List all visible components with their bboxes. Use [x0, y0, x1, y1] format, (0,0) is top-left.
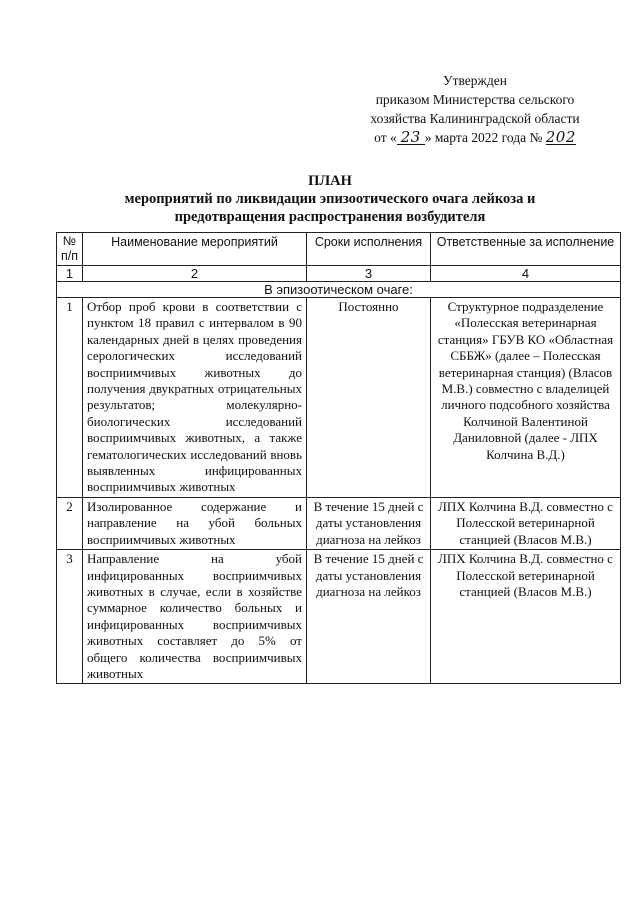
handwritten-day: 23 [397, 130, 425, 145]
measure-term: В течение 15 дней с даты установления диагноза на лейкоз [307, 550, 431, 684]
row-number: 1 [57, 298, 83, 498]
column-index: 3 [307, 266, 431, 282]
row-number: 3 [57, 550, 83, 684]
measure-name: Отбор проб крови в соответствии с пунктом 18 правил с интервалом в 90 календарных дней в целях проведения серологических исследований восприимчивых животных до получения двукратных отрицательных результатов; молекулярно-биологических исследований восприимчивых животных, а также гематологических исследований вновь выявленных инфицированных восприимчивых животных [83, 298, 307, 498]
header-name: Наименование мероприятий [83, 233, 307, 266]
table-row [57, 298, 621, 498]
date-middle: » марта 2022 года № [424, 130, 543, 145]
table-header-row [57, 233, 621, 266]
column-index-row [57, 266, 621, 282]
table-row [57, 497, 621, 549]
header-term: Сроки исполнения [307, 233, 431, 266]
title-sub-2: предотвращения распространения возбудителя [174, 209, 486, 225]
row-number: 2 [57, 497, 83, 549]
section-row [57, 282, 621, 298]
table-row [57, 550, 621, 684]
measure-term: Постоянно [307, 298, 431, 498]
approval-order-line: приказом Министерства сельского [375, 92, 575, 107]
column-index: 1 [57, 266, 83, 282]
title-main: ПЛАН [308, 173, 352, 189]
measure-responsible: Структурное подразделение «Полесская ветеринарная станция» ГБУВ КО «Областная СББЖ» (далее – Полесская ветеринарная станция) (Власов М.В.) совместно с владелицей личного подсобного хозяйства Колчиной Валентиной Даниловной (далее - ЛПХ Колчина В.Д.) [431, 298, 621, 498]
approval-label: Утвержден [443, 73, 507, 88]
measure-term: В течение 15 дней с даты установления диагноза на лейкоз [307, 497, 431, 549]
column-index: 2 [83, 266, 307, 282]
header-resp: Ответственные за исполнение [431, 233, 621, 266]
approval-block [330, 71, 620, 147]
date-prefix: от « [374, 130, 397, 145]
plan-table [56, 232, 621, 684]
measure-name: Направление на убой инфицированных восприимчивых животных в случае, если в хозяйстве суммарное количество больных и инфицированных восприимчивых животных составляет до 5% от общего количества восприимчивых животных [83, 550, 307, 684]
section-heading: В эпизоотическом очаге: [57, 282, 621, 298]
handwritten-order-number: 202 [545, 128, 576, 146]
document-title [60, 172, 600, 226]
title-sub-1: мероприятий по ликвидации эпизоотического очага лейкоза и [124, 191, 536, 207]
approval-ministry-line: хозяйства Калининградской области [370, 111, 580, 126]
column-index: 4 [431, 266, 621, 282]
measure-name: Изолированное содержание и направление на убой больных восприимчивых животных [83, 497, 307, 549]
approval-date-line [330, 128, 620, 147]
measure-responsible: ЛПХ Колчина В.Д. совместно с Полесской ветеринарной станцией (Власов М.В.) [431, 497, 621, 549]
measure-responsible: ЛПХ Колчина В.Д. совместно с Полесской ветеринарной станцией (Власов М.В.) [431, 550, 621, 684]
header-num: № п/п [57, 233, 83, 266]
